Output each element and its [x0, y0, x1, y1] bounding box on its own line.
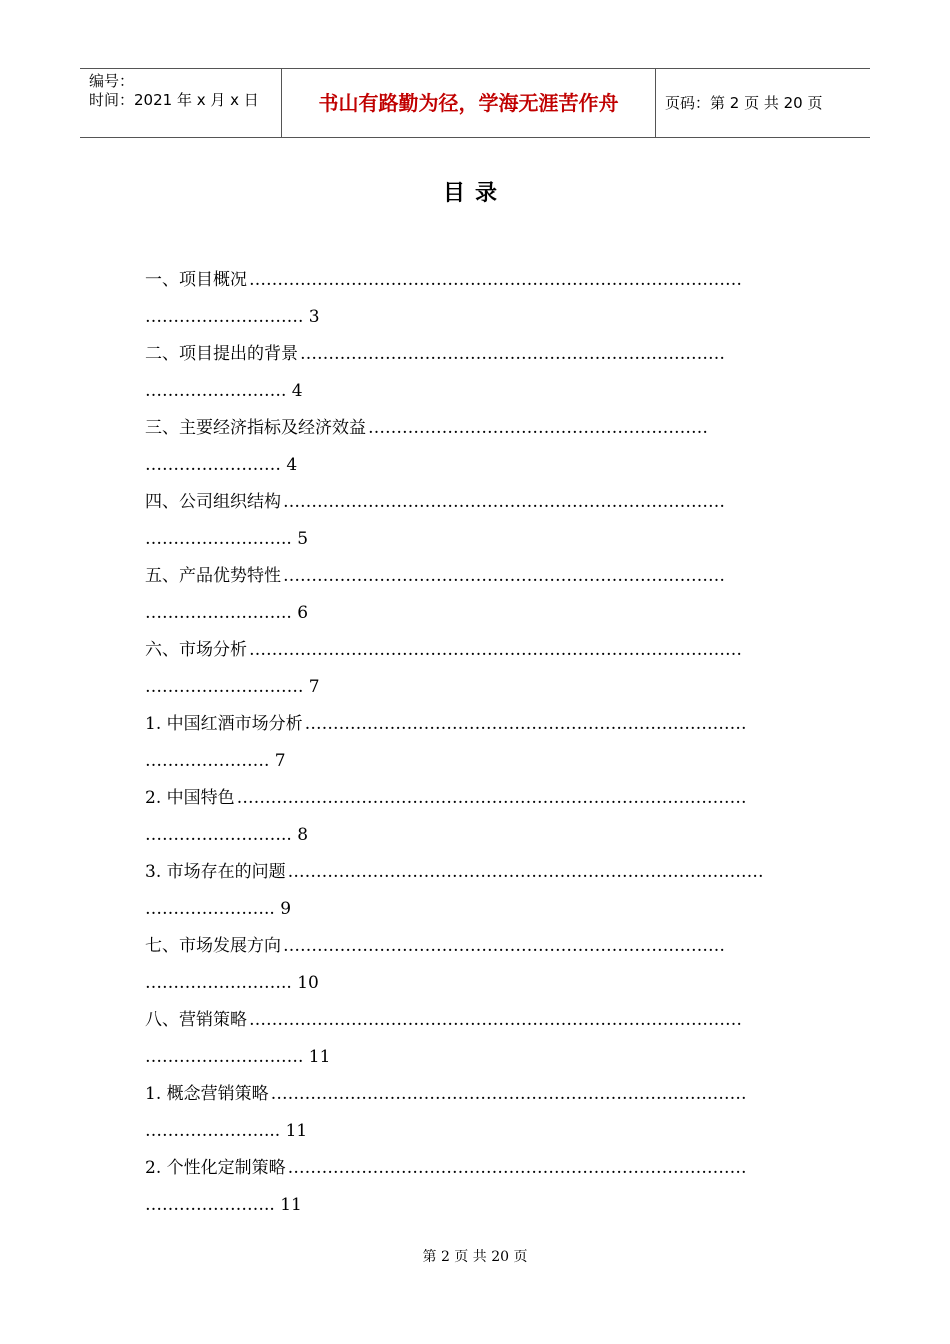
header-page-info: 页码：第 2 页 共 20 页: [665, 94, 823, 112]
toc-leader-dots: …………………………………………………………………………: [287, 862, 764, 882]
toc-leader-dots: ……………………………………………………………………: [304, 714, 747, 734]
toc-entry[interactable]: [145, 262, 805, 336]
toc-entry[interactable]: [145, 336, 805, 410]
toc-entry[interactable]: [145, 854, 805, 928]
toc-entry-label: 二、项目提出的背景: [145, 344, 298, 364]
toc-leader-dots: ……………………………………………………………………………: [249, 270, 742, 290]
toc-entry-page-number: …………………….. 6: [145, 603, 309, 623]
toc-entry-label: 3. 市场存在的问题: [145, 862, 286, 882]
toc-entry-page-number: ………………………. 7: [145, 677, 320, 697]
toc-entry[interactable]: [145, 1076, 805, 1150]
toc-entry-label: 六、市场分析: [145, 640, 247, 660]
toc-entry-line1: [145, 632, 805, 668]
toc-entry-line1: [145, 928, 805, 964]
toc-entry[interactable]: [145, 632, 805, 706]
toc-entry-line1: [145, 1002, 805, 1038]
toc-entry-page-number: ………………….. 11: [145, 1195, 302, 1215]
toc-entry[interactable]: [145, 1150, 805, 1224]
toc-entry-page-number: …………………….. 5: [145, 529, 309, 549]
toc-entry[interactable]: [145, 780, 805, 854]
toc-leader-dots: …………………………………………………………………………: [270, 1084, 747, 1104]
toc-entry-page-number: …………………. 7: [145, 751, 286, 771]
toc-leader-dots: …………………………………………………………………: [300, 344, 725, 364]
toc-entry[interactable]: [145, 558, 805, 632]
date-label: 时间：2021 年 x 月 x 日: [89, 91, 259, 109]
toc-entry-line1: [145, 780, 805, 816]
toc-entry-line1: [145, 706, 805, 742]
toc-entry[interactable]: [145, 1002, 805, 1076]
toc-entry-line1: [145, 1150, 805, 1186]
toc-leader-dots: ……………………………………………………………………………: [249, 640, 742, 660]
toc-leader-dots: ………………………………………………………………………………: [236, 788, 747, 808]
number-label: 编号：: [89, 72, 135, 90]
toc-entry-page-number: ……………………. 4: [145, 381, 303, 401]
document-header: [80, 68, 870, 138]
toc-leader-dots: ……………………………………………………………………: [283, 492, 725, 512]
toc-entry[interactable]: [145, 706, 805, 780]
toc-entry-line1: [145, 262, 805, 298]
toc-entry-label: 2. 个性化定制策略: [145, 1158, 286, 1178]
toc-entry-line1: [145, 410, 805, 446]
toc-entry-line1: [145, 1076, 805, 1112]
toc-entry-label: 三、主要经济指标及经济效益: [145, 418, 366, 438]
toc-entry-page-number: …………………….. 10: [145, 973, 319, 993]
toc-entry-page-number: …………………... 11: [145, 1121, 308, 1141]
toc-entry-line1: [145, 558, 805, 594]
toc-entry-label: 1. 中国红酒市场分析: [145, 714, 303, 734]
toc-entry-line1: [145, 484, 805, 520]
header-motto: 书山有路勤为径，学海无涯苦作舟: [282, 69, 656, 137]
toc-entry-label: 四、公司组织结构: [145, 492, 281, 512]
toc-entry-label: 一、项目概况: [145, 270, 247, 290]
toc-entry-label: 八、营销策略: [145, 1010, 247, 1030]
page-footer: 第 2 页 共 20 页: [422, 1249, 528, 1265]
header-meta-cell: [80, 69, 282, 137]
toc-entry[interactable]: [145, 928, 805, 1002]
toc-entry[interactable]: [145, 410, 805, 484]
toc-entry-line1: [145, 336, 805, 372]
toc-entry-page-number: …………………… 4: [145, 455, 298, 475]
toc-entry-label: 五、产品优势特性: [145, 566, 281, 586]
toc-entry[interactable]: [145, 484, 805, 558]
toc-entry-page-number: ………………………. 3: [145, 307, 320, 327]
toc-entry-page-number: ………………………. 11: [145, 1047, 331, 1067]
toc-leader-dots: ……………………………………………………: [368, 418, 708, 438]
table-of-contents: [145, 262, 805, 1224]
toc-entry-label: 七、市场发展方向: [145, 936, 281, 956]
toc-leader-dots: ……………………………………………………………………: [283, 566, 725, 586]
toc-leader-dots: ……………………………………………………………………: [283, 936, 725, 956]
toc-entry-label: 1. 概念营销策略: [145, 1084, 269, 1104]
toc-entry-page-number: …………………….. 8: [145, 825, 309, 845]
toc-title: 目录: [442, 181, 507, 206]
toc-entry-line1: [145, 854, 805, 890]
toc-entry-label: 2. 中国特色: [145, 788, 235, 808]
toc-leader-dots: ………………………………………………………………………: [287, 1158, 747, 1178]
toc-entry-page-number: ………………….. 9: [145, 899, 292, 919]
toc-leader-dots: ……………………………………………………………………………: [249, 1010, 742, 1030]
